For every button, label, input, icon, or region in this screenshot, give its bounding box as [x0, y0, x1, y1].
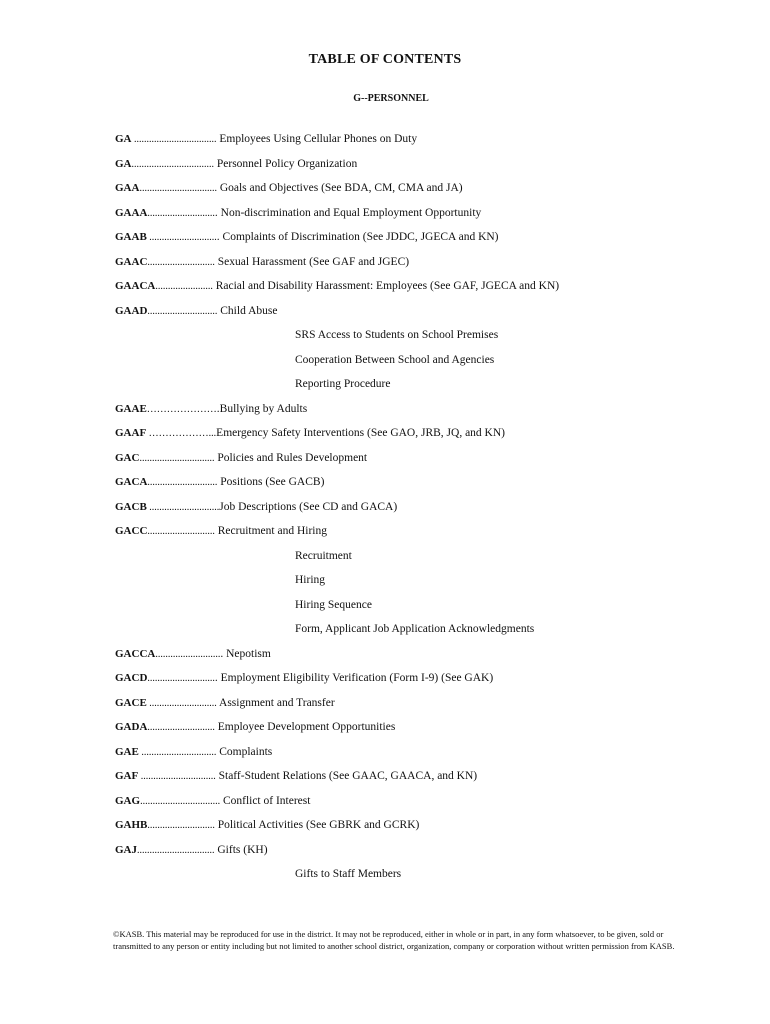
toc-entry-description: Emergency Safety Interventions (See GAO, JRB, JQ, and KN) [216, 427, 505, 439]
toc-entry-code: GAAE [115, 402, 147, 415]
toc-entry [115, 695, 735, 720]
toc-entry-description: Positions (See GACB) [217, 476, 325, 488]
toc-entry-description: . Nepotism [220, 647, 271, 660]
toc-entry-description: Job Descriptions (See CD and GACA) [219, 500, 398, 513]
copyright-footer: ©KASB. This material may be reproduced for use in the district. It may not be reproduced, either in whole or in part, in any form whatsoever, to be given, sold or transmitted to any person or entity including but not limited to another school district, organization, company or corporation without written permission from KASB. [113, 929, 675, 951]
toc-subentry-label: Recruitment [295, 549, 352, 562]
toc-entry [115, 180, 735, 205]
toc-entry-description: Personnel Policy Organization [214, 157, 358, 170]
toc-subentry-label: Hiring Sequence [295, 598, 372, 611]
toc-entry [115, 131, 735, 156]
toc-entry-code: GAE [115, 745, 139, 758]
toc-entry-description: Conflict of Interest [220, 794, 311, 807]
toc-entry [115, 768, 735, 793]
toc-entry [115, 425, 735, 450]
toc-subentry-label: SRS Access to Students on School Premises [295, 329, 499, 341]
toc-entry-leader: ................................. [131, 134, 217, 145]
toc-entry-description: Goals and Objectives (See BDA, CM, CMA and JA) [216, 182, 463, 194]
toc-entry [115, 842, 735, 867]
toc-entry-code: GA [115, 133, 132, 145]
toc-entry-leader: ........................... [147, 207, 215, 219]
toc-entry-description: . Employment Eligibility Verification (Form I-9) (See GAK) [214, 672, 494, 684]
toc-entry-code: GADA [115, 721, 148, 733]
toc-subentry-label: Form, Applicant Job Application Acknowledgments [295, 623, 535, 635]
toc-entry-description: . Non-discrimination and Equal Employment Opportunity [214, 206, 482, 219]
toc-entry-description: Child Abuse [217, 304, 278, 317]
toc-entry [115, 523, 735, 548]
toc-entry [115, 278, 735, 303]
toc-entry [115, 303, 735, 328]
toc-entry-leader: .......................... [155, 648, 221, 660]
toc-entry [115, 474, 735, 499]
toc-entry-code: GAHB [115, 819, 148, 831]
toc-subentry-label: Hiring [295, 574, 326, 586]
toc-entry-code: GAF [115, 770, 139, 782]
toc-entry [115, 499, 735, 524]
toc-entry-description: Complaints [216, 745, 273, 758]
toc-entry-leader: .............................. [138, 746, 217, 758]
toc-entry [115, 450, 735, 475]
toc-subentry [115, 621, 735, 646]
toc-entry-description: Employees Using Cellular Phones on Duty [216, 133, 418, 145]
toc-entry-description: Policies and Rules Development [214, 451, 368, 464]
toc-subentry [115, 327, 735, 352]
section-subtitle: G--PERSONNEL [353, 93, 429, 104]
toc-subentry [115, 597, 735, 622]
toc-entry [115, 793, 735, 818]
toc-entry-leader: ........................... [147, 526, 215, 537]
table-of-contents [115, 131, 735, 891]
toc-entry-code: GAA [115, 182, 140, 194]
toc-entry-description: Gifts (KH) [214, 843, 268, 856]
toc-entry-description: Employee Development Opportunities [214, 721, 396, 733]
toc-entry-description: Recruitment and Hiring [214, 525, 327, 537]
toc-entry-code: GA [115, 157, 132, 170]
toc-entry-leader: ............................... [139, 183, 217, 194]
toc-entry-leader: .............................. [138, 771, 216, 782]
toc-subentry-label: Gifts to Staff Members [295, 868, 402, 880]
toc-entry-code: GAAF [115, 427, 147, 439]
toc-subentry [115, 376, 735, 401]
toc-entry-code: GAAB [115, 231, 147, 243]
toc-entry-description: .Bullying by Adults [216, 402, 308, 415]
toc-entry-leader: ........................... [147, 256, 215, 268]
toc-entry-leader: ………………… [146, 403, 217, 415]
toc-entry [115, 744, 735, 769]
toc-subentry-label: Cooperation Between School and Agencies [295, 353, 495, 366]
toc-subentry [115, 548, 735, 573]
toc-entry-description: Political Activities (See GBRK and GCRK) [214, 819, 420, 831]
toc-entry-leader: ............................... [137, 844, 215, 856]
toc-subentry-label: Reporting Procedure [295, 378, 391, 390]
toc-entry-description: Racial and Disability Harassment: Employees (See GAF, JGECA and KN) [212, 280, 560, 292]
toc-entry-code: GAC [115, 451, 140, 464]
toc-entry [115, 817, 735, 842]
toc-entry-code: GAJ [115, 843, 137, 856]
toc-entry-leader: ................................ [140, 795, 221, 807]
toc-entry-code: GAACA [115, 280, 156, 292]
toc-entry-description: Sexual Harassment (See GAF and JGEC) [214, 255, 410, 268]
toc-entry-code: GAAC [115, 255, 148, 268]
toc-entry-code: GAG [115, 794, 141, 807]
toc-entry-leader: ........................... [146, 697, 217, 709]
toc-entry-leader: ........................... [147, 673, 215, 684]
toc-entry-description: Assignment and Transfer [216, 696, 335, 709]
page-title: TABLE OF CONTENTS [308, 52, 462, 67]
toc-entry-code: GAAA [115, 206, 148, 219]
toc-entry-leader: .............................. [139, 452, 215, 464]
toc-entry [115, 719, 735, 744]
toc-entry-code: GACCA [115, 647, 156, 660]
toc-subentry [115, 572, 735, 597]
toc-entry-code: GACE [115, 696, 147, 709]
toc-entry-leader: ........................... [146, 232, 217, 243]
toc-entry-leader: ............................ [147, 477, 218, 488]
toc-entry-code: GACC [115, 525, 148, 537]
toc-entry [115, 156, 735, 181]
toc-entry [115, 229, 735, 254]
toc-entry-leader: ........................... [147, 820, 215, 831]
toc-entry-code: GACB [115, 500, 147, 513]
toc-entry [115, 646, 735, 671]
toc-entry-description: . Complaints of Discrimination (See JDDC, JGECA and KN) [216, 231, 499, 243]
toc-entry [115, 254, 735, 279]
toc-entry-leader: ………………... [146, 428, 217, 439]
toc-entry-leader: ............................ [147, 305, 218, 317]
toc-entry-leader: ........................... [147, 722, 215, 733]
toc-entry [115, 205, 735, 230]
toc-entry-leader: ................................. [131, 158, 214, 170]
toc-entry-leader: ............................ [146, 501, 220, 513]
toc-entry-code: GACD [115, 672, 148, 684]
toc-subentry [115, 866, 735, 891]
toc-entry-code: GACA [115, 476, 148, 488]
toc-entry [115, 401, 735, 426]
toc-subentry [115, 352, 735, 377]
toc-entry-code: GAAD [115, 304, 148, 317]
toc-entry-leader: ....................... [155, 281, 213, 292]
toc-entry-description: Staff-Student Relations (See GAAC, GAACA, and KN) [215, 770, 478, 782]
toc-entry [115, 670, 735, 695]
